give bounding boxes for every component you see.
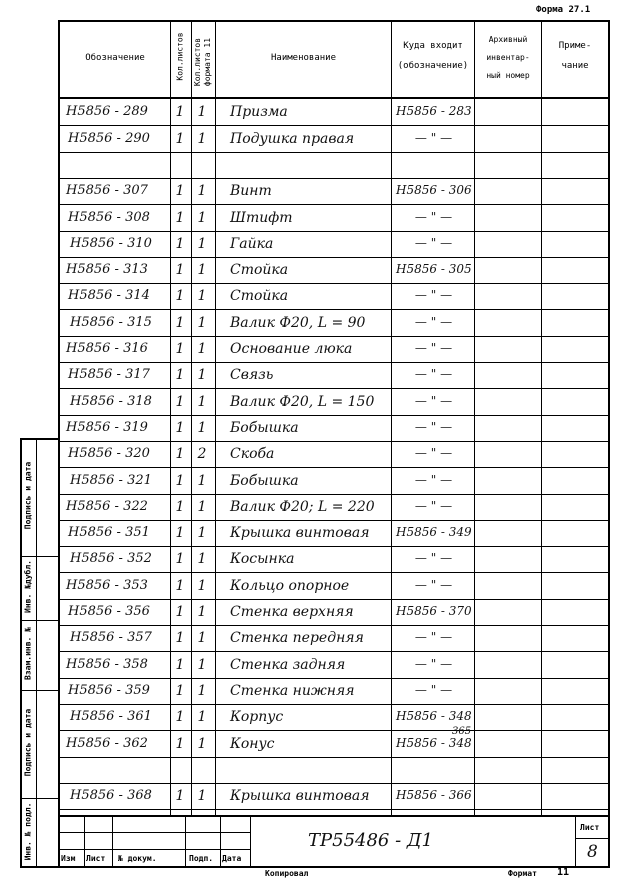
row-designation: H5856 - 310 (70, 236, 152, 251)
row-name: Гайка (230, 236, 274, 252)
row-divider (58, 178, 610, 179)
header-where-used-1: Куда входит (403, 41, 463, 51)
row-name: Подушка правая (230, 131, 355, 147)
side-label-replace-no: Взам.инв. № (23, 627, 33, 680)
row-name: Косынка (230, 551, 295, 567)
col-line (215, 20, 216, 815)
binding-strip-divider (36, 438, 37, 868)
row-sheet-count-a11: 1 (197, 315, 207, 331)
row-designation: H5856 - 359 (68, 683, 150, 698)
row-name: Стойка (230, 288, 289, 304)
row-where-used: — " — (414, 499, 453, 513)
row-sheet-count: 1 (175, 367, 185, 383)
row-sheet-count-a11: 1 (197, 578, 207, 594)
stamp-sheet-sep (575, 838, 610, 839)
row-designation: H5856 - 356 (68, 604, 150, 619)
row-divider (58, 651, 610, 652)
document-code: ТР55486 - Д1 (308, 830, 433, 851)
row-where-used: H5856 - 306 (396, 183, 472, 197)
row-designation: H5856 - 318 (70, 394, 152, 409)
row-where-used: — " — (414, 446, 453, 460)
row-where-used: — " — (414, 420, 453, 434)
row-sheet-count: 1 (175, 288, 185, 304)
header-note-2: чание (561, 61, 589, 71)
header-name: Наименование (270, 53, 337, 63)
stamp-row (58, 832, 250, 833)
row-where-used: — " — (414, 131, 453, 145)
stamp-date-label: Дата (222, 854, 242, 863)
row-name: Конус (230, 736, 275, 752)
row-sheet-count-a11: 1 (197, 788, 207, 804)
row-designation: H5856 - 322 (66, 499, 148, 514)
row-name: Корпус (230, 709, 284, 725)
row-sheet-count: 1 (175, 499, 185, 515)
row-sheet-count-a11: 1 (197, 420, 207, 436)
row-sheet-count-a11: 1 (197, 525, 207, 541)
row-name: Валик Ф20, L = 150 (230, 394, 375, 410)
row-where-used: — " — (414, 657, 453, 671)
row-where-used: H5856 - 349 (396, 525, 472, 539)
row-designation: H5856 - 308 (68, 210, 150, 225)
stamp-sheet-label: Лист (580, 823, 600, 832)
row-designation: H5856 - 317 (68, 367, 150, 382)
row-name: Стенка нижняя (230, 683, 355, 699)
row-divider (58, 678, 610, 679)
row-sheet-count: 1 (175, 262, 185, 278)
row-name: Стойка (230, 262, 289, 278)
row-where-used: H5856 - 283 (396, 104, 472, 118)
row-sheet-count-a11: 1 (197, 236, 207, 252)
stamp-top (58, 815, 610, 817)
row-where-used: — " — (414, 315, 453, 329)
row-where-used: H5856 - 370 (396, 604, 472, 618)
row-divider (58, 231, 610, 232)
form-label: Форма 27.1 (536, 5, 591, 15)
row-designation: H5856 - 320 (68, 446, 150, 461)
row-sheet-count: 1 (175, 578, 185, 594)
col-line (191, 20, 192, 815)
row-divider (58, 572, 610, 573)
row-sheet-count: 1 (175, 657, 185, 673)
row-sheet-count: 1 (175, 709, 185, 725)
row-divider (58, 704, 610, 705)
row-divider (58, 757, 610, 758)
row-where-used: H5856 - 366 (396, 788, 472, 802)
row-divider (58, 283, 610, 284)
row-divider (58, 520, 610, 521)
row-sheet-count-a11: 1 (197, 262, 207, 278)
stamp-sign-label: Подп. (189, 854, 214, 863)
row-name: Крышка винтовая (230, 525, 370, 541)
row-sheet-count-a11: 1 (197, 551, 207, 567)
row-name: Бобышка (230, 420, 299, 436)
row-name: Скоба (230, 446, 275, 462)
row-sheet-count-a11: 1 (197, 104, 207, 120)
row-designation: H5856 - 290 (68, 131, 150, 146)
row-divider (58, 415, 610, 416)
side-label-sign-date-2: Подпись и дата (23, 708, 33, 777)
col-line (170, 20, 171, 815)
header-divider (58, 97, 610, 99)
row-sheet-count: 1 (175, 604, 185, 620)
stamp-col (250, 815, 251, 868)
row-designation: H5856 - 289 (66, 104, 148, 119)
col-line (474, 20, 475, 815)
row-designation: H5856 - 313 (66, 262, 148, 277)
row-name: Винт (230, 183, 272, 199)
header-archive-2: инвентар- (486, 53, 530, 62)
row-designation: H5856 - 307 (66, 183, 148, 198)
row-where-used: — " — (414, 341, 453, 355)
row-designation: H5856 - 368 (70, 788, 152, 803)
header-designation: Обозначение (85, 53, 145, 63)
side-label-orig-no: Инв. № подл. (23, 802, 33, 861)
row-divider (58, 599, 610, 600)
row-where-used: — " — (414, 367, 453, 381)
row-sheet-count-a11: 2 (197, 446, 207, 462)
row-designation: H5856 - 316 (66, 341, 148, 356)
row-where-used: H5856 - 305 (396, 262, 472, 276)
row-name: Стенка верхняя (230, 604, 354, 620)
row-divider (58, 388, 610, 389)
row-sheet-count: 1 (175, 341, 185, 357)
row-where-used: — " — (414, 288, 453, 302)
row-name: Стенка задняя (230, 657, 346, 673)
row-name: Валик Ф20, L = 90 (230, 315, 366, 331)
row-divider (58, 546, 610, 547)
row-designation: H5856 - 351 (68, 525, 150, 540)
row-sheet-count-a11: 1 (197, 604, 207, 620)
row-where-used: — " — (414, 473, 453, 487)
row-where-used-superscript: 365 (452, 726, 472, 737)
row-designation: H5856 - 357 (70, 630, 152, 645)
row-sheet-count-a11: 1 (197, 473, 207, 489)
row-divider (58, 257, 610, 258)
row-sheet-count: 1 (175, 420, 185, 436)
stamp-list-label: Лист (86, 854, 106, 863)
row-sheet-count-a11: 1 (197, 683, 207, 699)
stamp-sheet-number: 8 (587, 842, 598, 862)
row-name: Основание люка (230, 341, 353, 357)
row-designation: H5856 - 321 (70, 473, 152, 488)
stamp-izm-label: Изм (61, 854, 76, 863)
row-sheet-count: 1 (175, 104, 185, 120)
row-name: Связь (230, 367, 274, 383)
row-where-used: — " — (414, 210, 453, 224)
row-where-used: — " — (414, 236, 453, 250)
footer-format-label: Формат (508, 869, 537, 878)
header-archive-1: Архивный (488, 35, 528, 44)
row-where-used: — " — (414, 578, 453, 592)
row-sheet-count: 1 (175, 236, 185, 252)
footer-format-value: 11 (557, 867, 570, 878)
row-sheet-count: 1 (175, 525, 185, 541)
row-sheet-count-a11: 1 (197, 288, 207, 304)
header-sheet-count-a11: Кол.листов формата 11 (193, 37, 212, 87)
row-sheet-count: 1 (175, 630, 185, 646)
col-line (541, 20, 542, 815)
row-designation: H5856 - 314 (68, 288, 150, 303)
row-sheet-count: 1 (175, 446, 185, 462)
row-sheet-count: 1 (175, 210, 185, 226)
stamp-col (112, 815, 113, 868)
stamp-row (58, 849, 250, 850)
row-sheet-count-a11: 1 (197, 657, 207, 673)
row-where-used: — " — (414, 630, 453, 644)
row-divider (58, 204, 610, 205)
row-sheet-count: 1 (175, 183, 185, 199)
row-where-used: — " — (414, 683, 453, 697)
row-sheet-count: 1 (175, 394, 185, 410)
row-where-used: — " — (414, 394, 453, 408)
row-designation: H5856 - 315 (70, 315, 152, 330)
stamp-col (84, 815, 85, 868)
row-name: Крышка винтовая (230, 788, 370, 804)
row-name: Штифт (230, 210, 293, 226)
row-where-used: H5856 - 348 (396, 736, 472, 750)
row-divider (58, 336, 610, 337)
row-sheet-count: 1 (175, 315, 185, 331)
row-divider (58, 494, 610, 495)
row-name: Бобышка (230, 473, 299, 489)
row-name: Стенка передняя (230, 630, 364, 646)
row-sheet-count: 1 (175, 473, 185, 489)
row-divider (58, 152, 610, 153)
side-label-dup-no: Инв. №дубл. (23, 560, 33, 613)
footer-copied: Копировал (265, 869, 309, 878)
row-divider (58, 730, 610, 731)
row-designation: H5856 - 361 (70, 709, 152, 724)
row-divider (58, 625, 610, 626)
row-name: Валик Ф20; L = 220 (230, 499, 375, 515)
row-sheet-count-a11: 1 (197, 394, 207, 410)
row-designation: H5856 - 353 (66, 578, 148, 593)
row-sheet-count-a11: 1 (197, 630, 207, 646)
row-divider (58, 809, 610, 810)
row-sheet-count-a11: 1 (197, 183, 207, 199)
row-divider (58, 362, 610, 363)
stamp-col (220, 815, 221, 868)
stamp-docno-label: № докум. (118, 854, 157, 863)
row-divider (58, 467, 610, 468)
row-designation: H5856 - 352 (70, 551, 152, 566)
row-divider (58, 309, 610, 310)
row-sheet-count-a11: 1 (197, 341, 207, 357)
row-name: Призма (230, 104, 288, 120)
side-label-sign-date: Подпись и дата (23, 461, 33, 530)
row-divider (58, 783, 610, 784)
row-designation: H5856 - 362 (66, 736, 148, 751)
row-sheet-count-a11: 1 (197, 131, 207, 147)
row-designation: H5856 - 358 (66, 657, 148, 672)
row-sheet-count-a11: 1 (197, 499, 207, 515)
row-where-used: H5856 - 348 (396, 709, 472, 723)
row-sheet-count: 1 (175, 736, 185, 752)
row-sheet-count-a11: 1 (197, 210, 207, 226)
row-sheet-count: 1 (175, 551, 185, 567)
col-line (391, 20, 392, 815)
row-sheet-count: 1 (175, 131, 185, 147)
row-where-used: — " — (414, 551, 453, 565)
row-divider (58, 125, 610, 126)
stamp-col (575, 815, 576, 868)
stamp-col (185, 815, 186, 868)
row-sheet-count-a11: 1 (197, 367, 207, 383)
header-note-1: Приме- (558, 41, 592, 51)
row-designation: H5856 - 319 (66, 420, 148, 435)
row-sheet-count: 1 (175, 683, 185, 699)
row-name: Кольцо опорное (230, 578, 350, 594)
row-sheet-count-a11: 1 (197, 709, 207, 725)
row-sheet-count: 1 (175, 788, 185, 804)
row-divider (58, 441, 610, 442)
header-sheet-count: Кол.листов (175, 32, 185, 81)
header-archive-3: ный номер (486, 71, 530, 80)
header-where-used-2: (обозначение) (397, 61, 469, 71)
row-sheet-count-a11: 1 (197, 736, 207, 752)
